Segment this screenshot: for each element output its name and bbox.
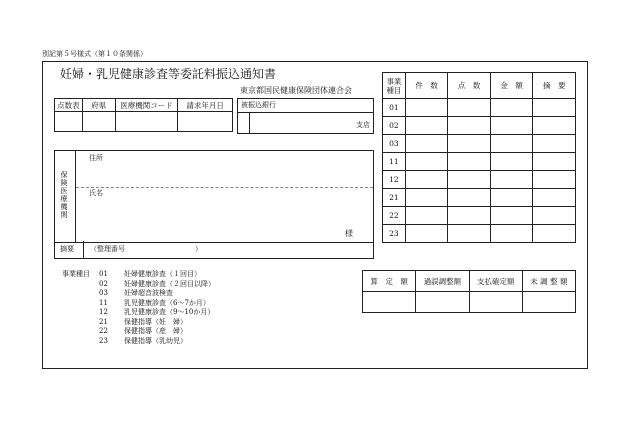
row-code: 12 — [383, 171, 406, 189]
count-cell — [405, 207, 448, 225]
facility-side-label: 保険医療機関 — [60, 171, 68, 219]
amount-cell — [490, 135, 533, 153]
code-header-cell: 点数表 — [55, 99, 83, 112]
points-cell — [448, 117, 491, 135]
table-row — [383, 153, 576, 171]
list-item — [99, 308, 215, 318]
list-item — [99, 270, 215, 280]
adjust-header-cell: 未 調 整 額 — [522, 271, 575, 292]
category-list — [99, 270, 215, 346]
adjust-value-cell — [363, 292, 416, 313]
table-row — [383, 135, 576, 153]
remarks-cell — [533, 189, 576, 207]
table-row — [383, 99, 576, 117]
remarks-divider — [83, 241, 84, 258]
list-item — [99, 327, 215, 337]
category-name: 妊婦超音波検査 — [124, 289, 173, 297]
points-cell — [448, 135, 491, 153]
points-cell — [448, 171, 491, 189]
category-name: 妊婦健康診査（２回目以降） — [124, 279, 215, 288]
row-code: 11 — [383, 153, 406, 171]
count-cell — [405, 153, 448, 171]
remarks-cell — [533, 99, 576, 117]
tally-header-cell: 摘 要 — [533, 73, 576, 99]
adjust-value-cell — [416, 292, 469, 313]
form-number-note: 別記第５号様式（第１０条関係） — [42, 50, 147, 58]
remarks-cell — [533, 207, 576, 225]
bank-divider — [238, 112, 373, 113]
remarks-value: （整理番号 ） — [90, 245, 202, 253]
bank-divider — [249, 112, 250, 133]
facility-divider — [75, 151, 76, 242]
amount-cell — [490, 153, 533, 171]
branch-label: 支店 — [356, 121, 370, 129]
count-cell — [405, 135, 448, 153]
adjust-header-cell: 支払確定額 — [469, 271, 522, 292]
category-code: 21 — [99, 317, 108, 326]
points-cell — [448, 225, 491, 243]
points-cell — [448, 99, 491, 117]
category-name: 保健指導（産 婦） — [124, 327, 187, 335]
amount-cell — [490, 189, 533, 207]
list-item — [99, 337, 215, 347]
category-name: 妊婦健康診査（１回目） — [124, 270, 201, 278]
address-name-separator — [76, 187, 373, 188]
table-row — [383, 171, 576, 189]
category-label: 事業種目 — [62, 270, 90, 278]
tally-header-cell: 事業 種目 — [383, 73, 406, 99]
category-name: 保健指導（妊 婦） — [124, 317, 187, 326]
count-cell — [405, 225, 448, 243]
list-item — [99, 289, 215, 299]
row-code: 21 — [383, 189, 406, 207]
code-value-cell — [115, 112, 178, 132]
count-cell — [405, 117, 448, 135]
tally-header-cell: 点 数 — [448, 73, 491, 99]
code-table — [54, 98, 233, 132]
category-code: 02 — [99, 279, 108, 288]
category-code: 01 — [99, 270, 108, 278]
facility-box — [54, 150, 374, 243]
remarks-cell — [533, 135, 576, 153]
amount-cell — [490, 117, 533, 135]
code-header-cell: 請求年月日 — [178, 99, 233, 112]
category-name: 保健指導（乳幼児） — [124, 336, 187, 345]
list-item — [99, 318, 215, 328]
category-code: 23 — [99, 336, 108, 345]
row-code: 23 — [383, 225, 406, 243]
amount-cell — [490, 171, 533, 189]
count-cell — [405, 189, 448, 207]
adjust-header-cell: 算 定 額 — [363, 271, 416, 292]
adjust-value-cell — [522, 292, 575, 313]
row-code: 22 — [383, 207, 406, 225]
row-code: 01 — [383, 99, 406, 117]
category-name: 乳児健康診査（6〜7か月） — [124, 298, 210, 307]
points-cell — [448, 153, 491, 171]
category-code: 03 — [99, 289, 108, 297]
code-header-cell: 医療機関コード — [115, 99, 178, 112]
points-cell — [448, 207, 491, 225]
payer-name: 東京都国民健康保険団体連合会 — [240, 86, 352, 95]
list-item — [99, 299, 215, 309]
adjust-header-cell: 過誤調整額 — [416, 271, 469, 292]
table-row — [383, 207, 576, 225]
category-code: 22 — [99, 327, 108, 335]
remarks-label: 摘要 — [60, 245, 74, 253]
amount-cell — [490, 207, 533, 225]
table-row — [383, 225, 576, 243]
code-value-cell — [178, 112, 233, 132]
bank-box — [237, 98, 374, 134]
bank-label: 被振込銀行 — [241, 101, 276, 109]
table-row — [383, 117, 576, 135]
count-cell — [405, 99, 448, 117]
code-value-cell — [82, 112, 115, 132]
remarks-cell — [533, 117, 576, 135]
name-label: 氏名 — [89, 189, 103, 197]
amount-cell — [490, 225, 533, 243]
remarks-cell — [533, 225, 576, 243]
category-name: 乳児健康診査（9〜10か月） — [124, 308, 215, 316]
amount-cell — [490, 99, 533, 117]
address-label: 住所 — [89, 154, 103, 162]
points-cell — [448, 189, 491, 207]
honorific-label: 様 — [345, 229, 353, 238]
form-title: 妊婦・乳児健康診査等委託料振込通知書 — [60, 67, 277, 81]
remarks-cell — [533, 153, 576, 171]
remarks-cell — [533, 171, 576, 189]
code-value-cell — [55, 112, 83, 132]
list-item — [99, 280, 215, 290]
table-row — [383, 189, 576, 207]
row-code: 03 — [383, 135, 406, 153]
adjustment-table — [362, 270, 576, 313]
category-code: 11 — [99, 298, 108, 307]
tally-header-cell: 金 額 — [490, 73, 533, 99]
tally-table — [382, 72, 576, 243]
remarks-box — [54, 241, 374, 259]
adjust-value-cell — [469, 292, 522, 313]
code-header-cell: 府県 — [82, 99, 115, 112]
row-code: 02 — [383, 117, 406, 135]
tally-header-cell: 件 数 — [405, 73, 448, 99]
category-code: 12 — [99, 308, 108, 316]
count-cell — [405, 171, 448, 189]
